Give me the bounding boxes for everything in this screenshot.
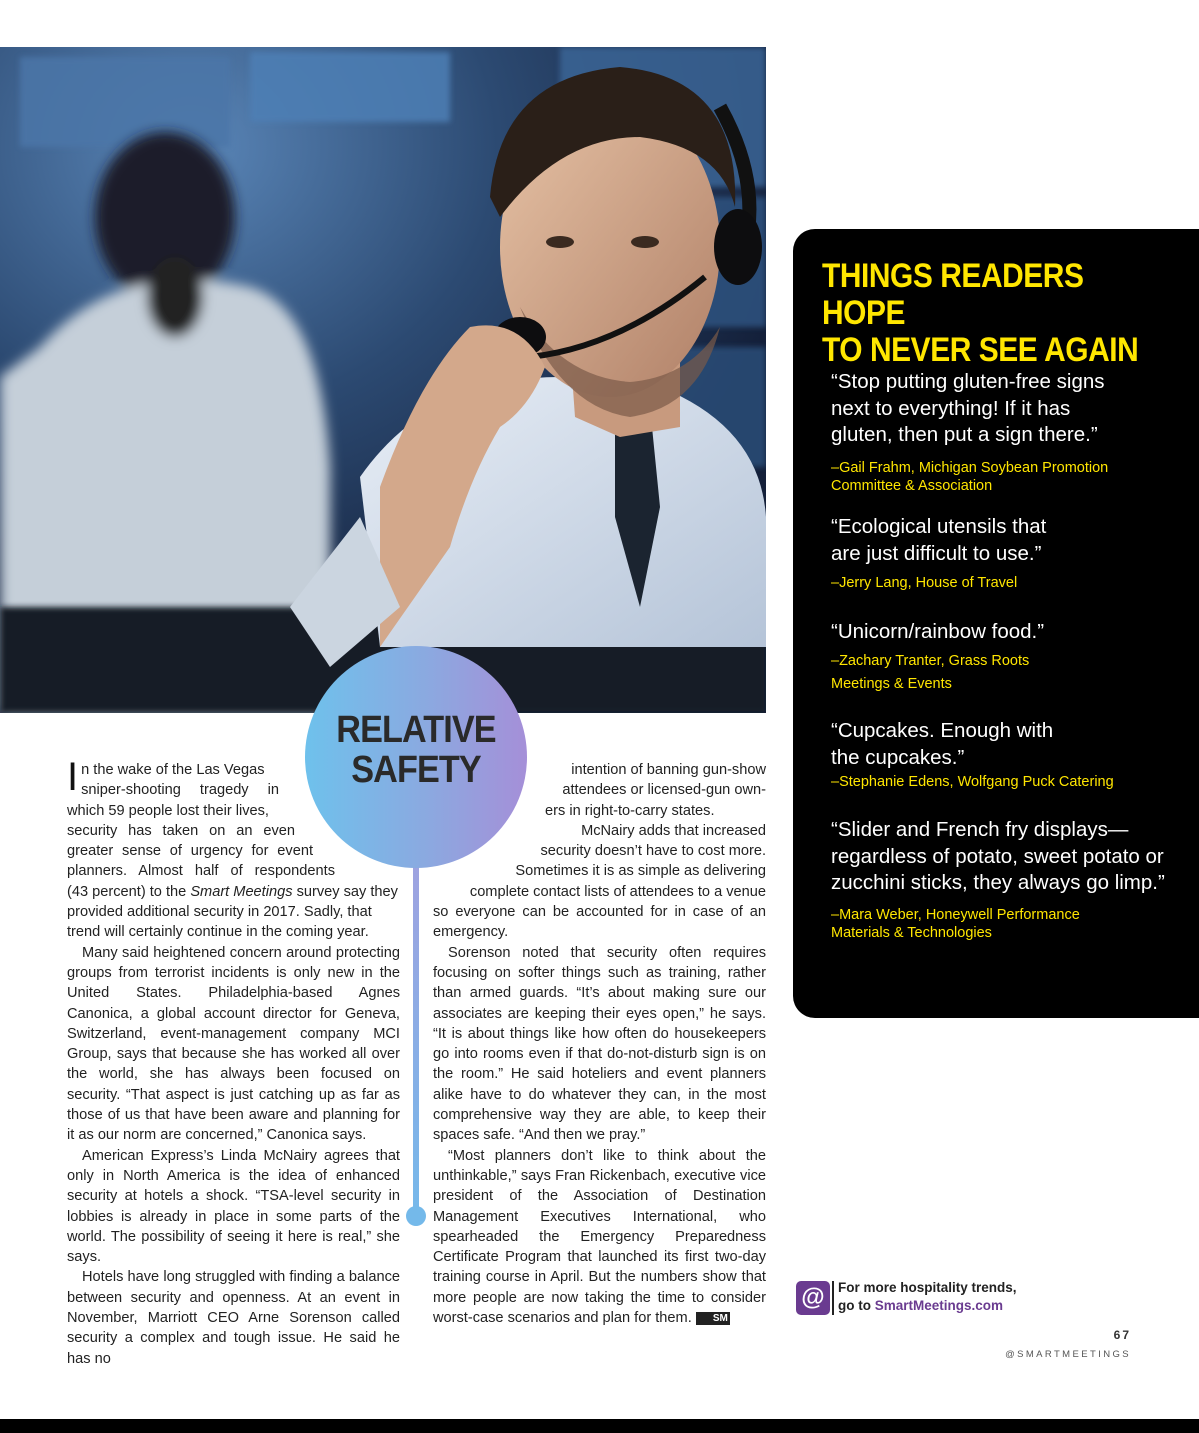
quote-line: the cupcakes.” [831, 745, 965, 769]
headline-stem [413, 858, 419, 1210]
col1-line: which 59 people lost their lives, [67, 802, 269, 819]
col1-paragraph-3: American Express’s Linda McNairy agrees that only in North America is the idea of enhanced security at hotels a shock. “TSA-level security in lobbies is already in place in some parts of the world. The possibility of seeing it here is real,” she says. [67, 1147, 400, 1266]
attribution-line: –Gail Frahm, Michigan Soybean Promotion [831, 460, 1109, 476]
end-mark-logo: SM [696, 1312, 730, 1325]
quote-line: “Slider and French fry displays— [831, 818, 1129, 841]
col1-line: greater sense of urgency for event [67, 843, 313, 860]
col1-line: security has taken on an even [67, 822, 295, 839]
body-column-1 [67, 755, 400, 1369]
headline-stem-dot [406, 1206, 426, 1226]
attribution-line: Meetings & Events [831, 676, 952, 692]
quote-line: next to everything! If it has [831, 396, 1071, 420]
bottom-black-band [0, 1419, 1199, 1433]
p1-text-post: survey say they provided additional security in 2017. Sadly, that trend will certainly continue in the coming year. [67, 883, 398, 941]
col2-wrapped-lines [433, 760, 766, 902]
col1-paragraph-2: Many said heightened concern around protecting groups from terrorist incidents is only new in the United States. Philadelphia-based Agnes Canonica, a global account director for Geneva, Switzerland, event-management company MCI Group, says that because she has worked all over the world, she has always been focused on security. “That aspect is just catching up as far as those of us that have been aware and planning for it as our norm are concerned,” Canonica says. [67, 944, 400, 1144]
quote-line: zucchini sticks, they always go limp.” [831, 871, 1165, 894]
note-line-2 [838, 1297, 1017, 1315]
sidebar-quote-5 [831, 817, 1165, 897]
sidebar-attribution-3 [831, 650, 1029, 696]
sidebar-quote-3 [831, 619, 1044, 646]
note-divider [832, 1281, 834, 1315]
sidebar-attribution-2 [831, 574, 1017, 592]
col2-line: intention of banning gun-show [571, 762, 766, 778]
col2-paragraph-3 [433, 1146, 766, 1329]
attribution-line: Materials & Technologies [831, 925, 992, 941]
p1-text-pre: (43 percent) to the [67, 883, 191, 900]
publication-name: Smart Meetings [190, 883, 293, 900]
sidebar-title-line-2: TO NEVER SEE AGAIN [822, 331, 1139, 369]
note-line-2-prefix: go to [838, 1298, 875, 1313]
drop-cap: I [67, 755, 79, 799]
headline-line-2: SAFETY [351, 749, 481, 791]
attribution-line: –Stephanie Edens, Wolfgang Puck Catering [831, 774, 1114, 790]
social-handle: @SMARTMEETINGS [1005, 1349, 1131, 1360]
col2-line: Sometimes it is as simple as delivering [515, 863, 766, 880]
col2-line: McNairy adds that increased [581, 822, 766, 839]
attribution-line: Committee & Association [831, 478, 993, 494]
col1-line: sniper-shooting tragedy in [81, 782, 279, 799]
quote-line: “Ecological utensils that [831, 515, 1047, 538]
at-sign-icon: @ [796, 1281, 830, 1315]
col2-line: attendees or licensed-gun own- [562, 782, 766, 799]
note-line-1: For more hospitality trends, [838, 1280, 1017, 1295]
quote-line: “Unicorn/rainbow food.” [831, 620, 1045, 643]
col2-paragraph-1-end: so everyone can be accounted for in case of an emergency. [433, 904, 766, 941]
quote-line: regardless of potato, sweet potato or [831, 844, 1164, 868]
quote-line: gluten, then put a sign there.” [831, 423, 1098, 446]
col2-line: complete contact lists of attendees to a venue [469, 883, 766, 900]
headline-line-1: RELATIVE [336, 709, 496, 751]
col1-paragraph-1-end [67, 882, 400, 943]
page-number: 67 [1113, 1328, 1131, 1342]
sidebar-quote-1 [831, 369, 1105, 449]
col2-paragraph-3-text: “Most planners don’t like to think about the unthinkable,” says Fran Rickenbach, executive vice president of the Association of Destination Management Executives International, who spearheaded the Emergency Preparedness Certificate Program that launched its first two-day training course in April. But the numbers show that more people are now taking the time to consider worst-case scenarios and plan for them. [433, 1147, 766, 1327]
sidebar-title-line-1: THINGS READERS HOPE [822, 257, 1084, 332]
quote-line: “Cupcakes. Enough with [831, 719, 1054, 742]
col2-line: ers in right-to-carry states. [545, 802, 715, 819]
attribution-line: –Jerry Lang, House of Travel [831, 575, 1018, 591]
col2-line: security doesn’t have to cost more. [540, 843, 766, 860]
sidebar-attribution-5 [831, 906, 1080, 942]
sidebar-attribution-4 [831, 773, 1114, 791]
col2-paragraph-2: Sorenson noted that security often requires focusing on softer things such as training, rather than armed guards. “It’s about making sure our associates are keeping their eyes open,” he says. “It is about things like how often do housekeepers go into rooms even if that do-not-disturb sign is on the room.” He said hoteliers and event planners alike have to do whatever they can, in the most comprehensive way they are able, to keep their spaces safe. “And then we pray.” [433, 944, 766, 1144]
attribution-line: –Mara Weber, Honeywell Performance [831, 907, 1080, 923]
sidebar-attribution-1 [831, 459, 1108, 495]
more-trends-note [838, 1279, 1017, 1315]
quote-line: are just difficult to use.” [831, 541, 1042, 565]
col1-paragraph-4: Hotels have long struggled with finding a balance between security and openness. At an event in November, Marriott CEO Arne Sorenson called security a complex and tough issue. He said he has no [67, 1269, 400, 1367]
sidebar-quote-4 [831, 718, 1053, 771]
body-column-2 [433, 760, 766, 1328]
quote-line: “Stop putting gluten-free signs [831, 370, 1105, 393]
hero-photo [0, 47, 766, 713]
sidebar-quote-2 [831, 514, 1046, 567]
attribution-line: –Zachary Tranter, Grass Roots [831, 653, 1030, 669]
hero-photo-illustration [0, 47, 766, 713]
website-link[interactable]: SmartMeetings.com [874, 1298, 1004, 1313]
col1-line: n the wake of the Las Vegas [81, 762, 265, 778]
col1-wrapped-lines [67, 755, 400, 882]
col1-line: planners. Almost half of respondents [67, 863, 335, 880]
sidebar-title [822, 258, 1148, 369]
